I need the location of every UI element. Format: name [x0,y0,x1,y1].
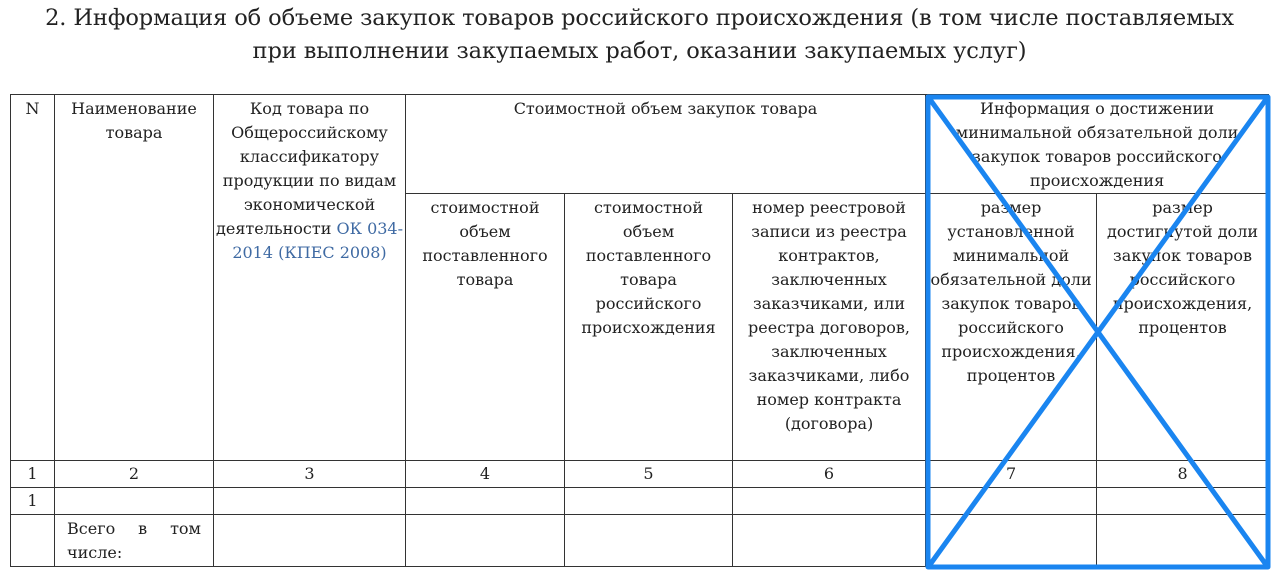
header-cost-group: Стоимостной объем закупок товара [406,95,926,194]
row-number: 1 [11,488,55,515]
heading-line-2: при выполнении закупаемых работ, оказании закупаемых услуг) [252,38,1027,64]
table-cell [214,515,406,567]
header-code-text: Код товара по Общероссийскому классификатору продукции по видам экономической деятельности [216,99,397,238]
heading-line-1: 2. Информация об объеме закупок товаров российского происхождения (в том числе поставляемых [45,5,1234,31]
table-cell [926,515,1097,567]
column-number: 2 [55,461,214,488]
column-number: 7 [926,461,1097,488]
header-col-4: стоимостной объем поставленного товара [406,194,565,461]
okpd-link[interactable]: ОК 034-2014 (КПЕС 2008) [232,219,404,262]
table-cell [733,488,926,515]
table-cell [565,515,733,567]
header-name: Наименование товара [55,95,214,461]
column-number: 6 [733,461,926,488]
header-row-1 [11,95,1269,194]
table-cell [214,488,406,515]
header-col-7: размер установленной минимальной обязательной доли закупок товаров российского происхождения, процентов [926,194,1097,461]
table-cell [11,515,55,567]
table-cell [55,488,214,515]
total-label: Всего в том числе: [55,515,214,567]
table-cell [926,488,1097,515]
column-number: 4 [406,461,565,488]
column-number: 5 [565,461,733,488]
data-row [11,488,1269,515]
header-col-5: стоимостной объем поставленного товара российского происхождения [565,194,733,461]
header-col-6: номер реестровой записи из реестра контрактов, заключенных заказчиками, или реестра договоров, заключенных заказчиками, либо номер контракта (договора) [733,194,926,461]
header-info-group: Информация о достижении минимальной обязательной доли закупок товаров российского происхождения [926,95,1269,194]
table-cell [565,488,733,515]
section-heading [0,2,1279,68]
header-code [214,95,406,461]
table-cell [733,515,926,567]
column-number: 3 [214,461,406,488]
column-number: 8 [1097,461,1269,488]
header-n: N [11,95,55,461]
purchases-table [10,94,1269,567]
table-cell [1097,515,1269,567]
total-row [11,515,1269,567]
table-cell [406,488,565,515]
column-numbers-row [11,461,1269,488]
column-number: 1 [11,461,55,488]
table-cell [406,515,565,567]
table-cell [1097,488,1269,515]
header-col-8: размер достигнутой доли закупок товаров российского происхождения, процентов [1097,194,1269,461]
